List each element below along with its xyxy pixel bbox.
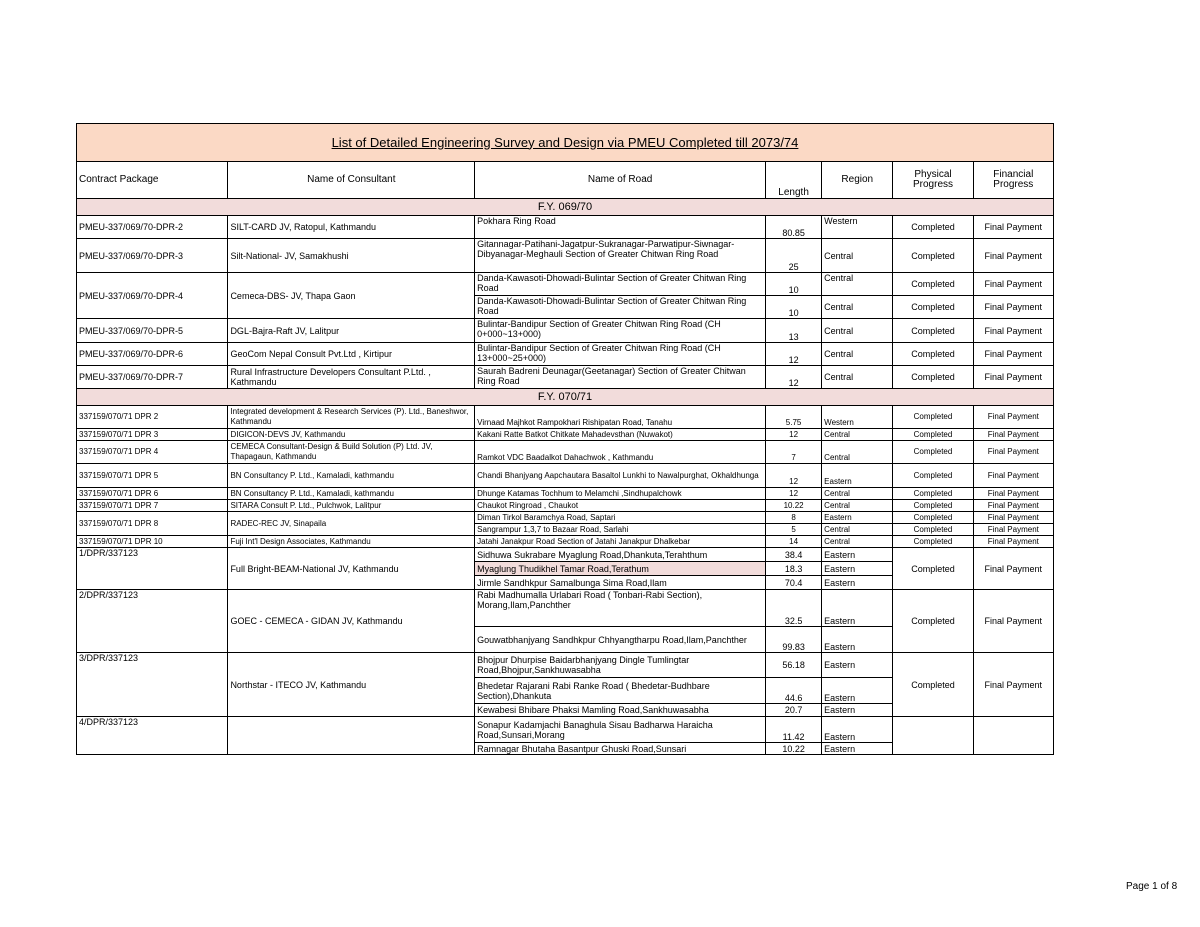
physical-cell: Completed <box>893 296 973 319</box>
region-cell: Central <box>822 239 893 273</box>
financial-cell: Final Payment <box>973 464 1053 488</box>
consultant-cell: BN Consultancy P. Ltd., Kamaladi, kathmandu <box>228 488 475 500</box>
region-cell: Central <box>822 524 893 536</box>
road-cell: Sonapur Kadamjachi Banaghula Sisau Badharwa Haraicha Road,Sunsari,Morang <box>475 717 766 743</box>
physical-cell: Completed <box>893 590 973 653</box>
package-cell: PMEU-337/069/70-DPR-2 <box>77 216 228 239</box>
detailed-survey-table <box>76 123 1054 755</box>
package-cell: 337159/070/71 DPR 4 <box>77 441 228 464</box>
consultant-cell: SITARA Consult P. Ltd., Pulchwok, Lalitpur <box>228 500 475 512</box>
region-cell: Central <box>822 273 893 296</box>
region-cell: Eastern <box>822 717 893 743</box>
length-cell: 25 <box>766 239 822 273</box>
financial-cell: Final Payment <box>973 216 1053 239</box>
financial-cell: Final Payment <box>973 429 1053 441</box>
col-header-physical: Physical Progress <box>893 162 973 199</box>
table-row <box>77 464 1054 488</box>
road-cell: Kakani Ratte Batkot Chitkate Mahadevsthan (Nuwakot) <box>475 429 766 441</box>
length-cell: 12 <box>766 488 822 500</box>
package-cell: 3/DPR/337123 <box>77 653 228 717</box>
table-title: List of Detailed Engineering Survey and Design via PMEU Completed till 2073/74 <box>77 124 1054 162</box>
financial-cell: Final Payment <box>973 296 1053 319</box>
length-cell: 44.6 <box>766 678 822 704</box>
length-cell: 80.85 <box>766 216 822 239</box>
physical-cell: Completed <box>893 500 973 512</box>
table-row <box>77 366 1054 389</box>
region-cell: Central <box>822 319 893 343</box>
package-cell: PMEU-337/069/70-DPR-3 <box>77 239 228 273</box>
table-row <box>77 717 1054 743</box>
table-row <box>77 319 1054 343</box>
length-cell: 10 <box>766 296 822 319</box>
table-row <box>77 216 1054 239</box>
length-cell: 8 <box>766 512 822 524</box>
length-cell: 12 <box>766 366 822 389</box>
road-cell: Gouwatbhanjyang Sandhkpur Chhyangtharpu Road,Ilam,Panchther <box>475 627 766 653</box>
table-row <box>77 548 1054 562</box>
financial-cell: Final Payment <box>973 524 1053 536</box>
package-cell: 1/DPR/337123 <box>77 548 228 590</box>
length-cell: 32.5 <box>766 590 822 627</box>
region-cell: Eastern <box>822 512 893 524</box>
road-cell: Sangrampur 1,3,7 to Bazaar Road, Sarlahi <box>475 524 766 536</box>
region-cell: Eastern <box>822 627 893 653</box>
package-cell: 337159/070/71 DPR 5 <box>77 464 228 488</box>
table-row <box>77 441 1054 464</box>
financial-cell: Final Payment <box>973 512 1053 524</box>
region-cell: Eastern <box>822 704 893 717</box>
region-cell: Central <box>822 441 893 464</box>
length-cell: 11.42 <box>766 717 822 743</box>
package-cell: PMEU-337/069/70-DPR-5 <box>77 319 228 343</box>
table-row <box>77 488 1054 500</box>
length-cell: 38.4 <box>766 548 822 562</box>
table-row <box>77 273 1054 296</box>
road-cell: Saurah Badreni Deunagar(Geetanagar) Section of Greater Chitwan Ring Road <box>475 366 766 389</box>
package-cell: PMEU-337/069/70-DPR-6 <box>77 343 228 366</box>
region-cell: Eastern <box>822 464 893 488</box>
consultant-cell: Rural Infrastructure Developers Consultant P.Ltd. , Kathmandu <box>228 366 475 389</box>
financial-cell: Final Payment <box>973 500 1053 512</box>
road-cell: Bhedetar Rajarani Rabi Ranke Road ( Bhedetar-Budhbare Section),Dhankuta <box>475 678 766 704</box>
package-cell: 4/DPR/337123 <box>77 717 228 755</box>
package-cell: 2/DPR/337123 <box>77 590 228 653</box>
region-cell: Eastern <box>822 548 893 562</box>
physical-cell: Completed <box>893 488 973 500</box>
package-cell: 337159/070/71 DPR 2 <box>77 406 228 429</box>
physical-cell <box>893 717 973 755</box>
consultant-cell: CEMECA Consultant-Design & Build Solution (P) Ltd. JV, Thapagaun, Kathmandu <box>228 441 475 464</box>
length-cell: 5.75 <box>766 406 822 429</box>
col-header-length: Length <box>766 162 822 199</box>
table-row <box>77 406 1054 429</box>
table-row <box>77 343 1054 366</box>
physical-cell: Completed <box>893 548 973 590</box>
road-cell: Ramnagar Bhutaha Basantpur Ghuski Road,Sunsari <box>475 743 766 755</box>
fiscal-year-header: F.Y. 069/70 <box>77 199 1054 216</box>
consultant-cell: Cemeca-DBS- JV, Thapa Gaon <box>228 273 475 319</box>
region-cell: Central <box>822 536 893 548</box>
physical-cell: Completed <box>893 512 973 524</box>
length-cell: 10.22 <box>766 743 822 755</box>
region-cell: Eastern <box>822 562 893 576</box>
length-cell: 13 <box>766 319 822 343</box>
region-cell: Eastern <box>822 678 893 704</box>
consultant-cell: DGL-Bajra-Raft JV, Lalitpur <box>228 319 475 343</box>
page-number: Page 1 of 8 <box>1126 881 1178 892</box>
road-cell: Virnaad Majhkot Rampokhari Rishipatan Road, Tanahu <box>475 406 766 429</box>
consultant-cell: Integrated development & Research Services (P). Ltd., Baneshwor, Kathmandu <box>228 406 475 429</box>
financial-cell: Final Payment <box>973 441 1053 464</box>
physical-cell: Completed <box>893 216 973 239</box>
road-cell: Rabi Madhumalla Urlabari Road ( Tonbari-Rabi Section), Morang,Ilam,Panchther <box>475 590 766 627</box>
physical-cell: Completed <box>893 406 973 429</box>
length-cell: 7 <box>766 441 822 464</box>
financial-cell: Final Payment <box>973 239 1053 273</box>
road-cell: Dhunge Katamas Tochhum to Melamchi ,Sindhupalchowk <box>475 488 766 500</box>
consultant-cell: DIGICON-DEVS JV, Kathmandu <box>228 429 475 441</box>
road-cell: Bhojpur Dhurpise Baidarbhanjyang Dingle Tumlingtar Road,Bhojpur,Sankhuwasabha <box>475 653 766 678</box>
package-cell: 337159/070/71 DPR 7 <box>77 500 228 512</box>
length-cell: 12 <box>766 464 822 488</box>
financial-cell: Final Payment <box>973 488 1053 500</box>
consultant-cell: GOEC - CEMECA - GIDAN JV, Kathmandu <box>228 590 475 653</box>
physical-cell: Completed <box>893 429 973 441</box>
table-row <box>77 500 1054 512</box>
length-cell: 5 <box>766 524 822 536</box>
package-cell: PMEU-337/069/70-DPR-7 <box>77 366 228 389</box>
length-cell: 99.83 <box>766 627 822 653</box>
region-cell: Central <box>822 488 893 500</box>
table-row <box>77 590 1054 627</box>
road-cell: Jatahi Janakpur Road Section of Jatahi Janakpur Dhalkebar <box>475 536 766 548</box>
physical-cell: Completed <box>893 319 973 343</box>
region-cell: Central <box>822 429 893 441</box>
consultant-cell: GeoCom Nepal Consult Pvt.Ltd , Kirtipur <box>228 343 475 366</box>
region-cell: Eastern <box>822 576 893 590</box>
col-header-region: Region <box>822 162 893 199</box>
table-row <box>77 653 1054 678</box>
road-cell: Chaukot Ringroad , Chaukot <box>475 500 766 512</box>
financial-cell: Final Payment <box>973 536 1053 548</box>
road-cell: Danda-Kawasoti-Dhowadi-Bulintar Section of Greater Chitwan Ring Road <box>475 296 766 319</box>
road-cell: Jirmle Sandhkpur Samalbunga Sima Road,Ilam <box>475 576 766 590</box>
consultant-cell: Northstar - ITECO JV, Kathmandu <box>228 653 475 717</box>
road-cell: Diman Tirkol Baramchya Road, Saptari <box>475 512 766 524</box>
consultant-cell <box>228 717 475 755</box>
consultant-cell: Full Bright-BEAM-National JV, Kathmandu <box>228 548 475 590</box>
table-row <box>77 536 1054 548</box>
financial-cell: Final Payment <box>973 653 1053 717</box>
financial-cell: Final Payment <box>973 548 1053 590</box>
physical-cell: Completed <box>893 239 973 273</box>
region-cell: Central <box>822 500 893 512</box>
col-header-consultant: Name of Consultant <box>228 162 475 199</box>
length-cell: 14 <box>766 536 822 548</box>
package-cell: 337159/070/71 DPR 10 <box>77 536 228 548</box>
consultant-cell: SILT-CARD JV, Ratopul, Kathmandu <box>228 216 475 239</box>
package-cell: 337159/070/71 DPR 8 <box>77 512 228 536</box>
road-cell: Gitannagar-Patihani-Jagatpur-Sukranagar-Parwatipur-Siwnagar-Dibyanagar-Meghauli Section of Greater Chitwan Ring Road <box>475 239 766 273</box>
road-cell: Ramkot VDC Baadalkot Dahachwok , Kathmandu <box>475 441 766 464</box>
consultant-cell: BN Consultancy P. Ltd., Kamaladi, kathmandu <box>228 464 475 488</box>
region-cell: Central <box>822 296 893 319</box>
length-cell: 10 <box>766 273 822 296</box>
package-cell: PMEU-337/069/70-DPR-4 <box>77 273 228 319</box>
financial-cell: Final Payment <box>973 273 1053 296</box>
table-row <box>77 239 1054 273</box>
length-cell: 12 <box>766 429 822 441</box>
package-cell: 337159/070/71 DPR 3 <box>77 429 228 441</box>
road-cell: Sidhuwa Sukrabare Myaglung Road,Dhankuta,Terahthum <box>475 548 766 562</box>
financial-cell: Final Payment <box>973 590 1053 653</box>
road-cell: Chandi Bhanjyang Aapchautara Basaltol Lunkhi to Nawalpurghat, Okhaldhunga <box>475 464 766 488</box>
col-header-package: Contract Package <box>77 162 228 199</box>
physical-cell: Completed <box>893 343 973 366</box>
financial-cell: Final Payment <box>973 319 1053 343</box>
road-cell: Kewabesi Bhibare Phaksi Mamling Road,Sankhuwasabha <box>475 704 766 717</box>
table-row <box>77 429 1054 441</box>
road-cell: Pokhara Ring Road <box>475 216 766 239</box>
road-cell: Danda-Kawasoti-Dhowadi-Bulintar Section of Greater Chitwan Ring Road <box>475 273 766 296</box>
length-cell: 56.18 <box>766 653 822 678</box>
road-cell: Bulintar-Bandipur Section of Greater Chitwan Ring Road (CH 13+000~25+000) <box>475 343 766 366</box>
fiscal-year-header: F.Y. 070/71 <box>77 389 1054 406</box>
financial-cell <box>973 717 1053 755</box>
col-header-road: Name of Road <box>475 162 766 199</box>
length-cell: 70.4 <box>766 576 822 590</box>
physical-cell: Completed <box>893 524 973 536</box>
road-cell: Myaglung Thudikhel Tamar Road,Terathum <box>475 562 766 576</box>
length-cell: 18.3 <box>766 562 822 576</box>
region-cell: Central <box>822 366 893 389</box>
region-cell: Western <box>822 216 893 239</box>
region-cell: Eastern <box>822 743 893 755</box>
consultant-cell: Fuji Int'l Design Associates, Kathmandu <box>228 536 475 548</box>
region-cell: Western <box>822 406 893 429</box>
road-cell: Bulintar-Bandipur Section of Greater Chitwan Ring Road (CH 0+000~13+000) <box>475 319 766 343</box>
region-cell: Central <box>822 343 893 366</box>
consultant-cell: RADEC-REC JV, Sinapaila <box>228 512 475 536</box>
physical-cell: Completed <box>893 536 973 548</box>
package-cell: 337159/070/71 DPR 6 <box>77 488 228 500</box>
physical-cell: Completed <box>893 273 973 296</box>
financial-cell: Final Payment <box>973 343 1053 366</box>
physical-cell: Completed <box>893 441 973 464</box>
length-cell: 12 <box>766 343 822 366</box>
physical-cell: Completed <box>893 464 973 488</box>
col-header-financial: Financial Progress <box>973 162 1053 199</box>
region-cell: Eastern <box>822 590 893 627</box>
financial-cell: Final Payment <box>973 406 1053 429</box>
region-cell: Eastern <box>822 653 893 678</box>
physical-cell: Completed <box>893 366 973 389</box>
length-cell: 20.7 <box>766 704 822 717</box>
physical-cell: Completed <box>893 653 973 717</box>
length-cell: 10.22 <box>766 500 822 512</box>
financial-cell: Final Payment <box>973 366 1053 389</box>
consultant-cell: Silt-National- JV, Samakhushi <box>228 239 475 273</box>
table-row <box>77 512 1054 524</box>
